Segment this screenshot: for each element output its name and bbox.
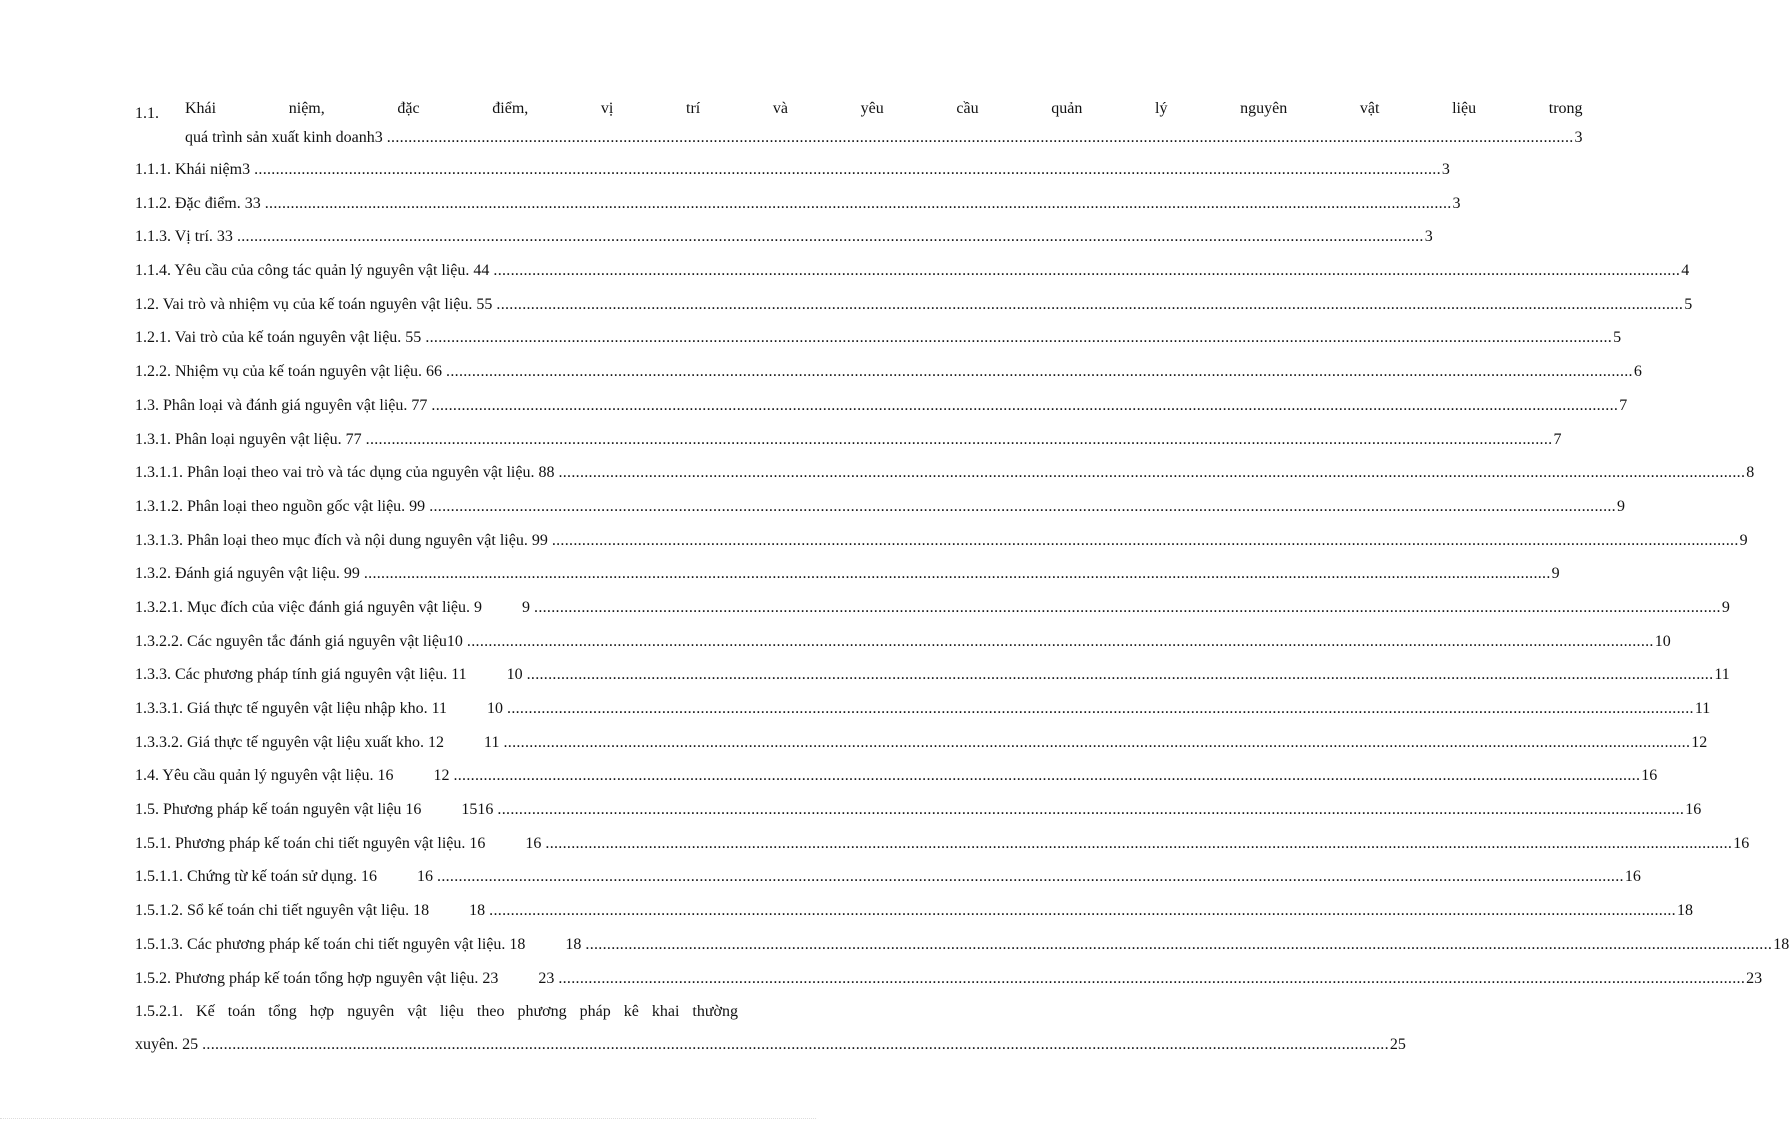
toc-page-number: 11 (1694, 700, 1711, 717)
toc-entry-text: 1.5.1. Phương pháp kế toán chi tiết nguyên vật liệu. 16 16 (135, 834, 542, 852)
toc-leader (507, 692, 1694, 726)
toc-entry-text: 1.5.1.1. Chứng từ kế toán sử dụng. 16 16 (135, 868, 434, 886)
toc-page-number: 10 (1654, 632, 1671, 650)
toc-page-number: 9 (1616, 497, 1625, 515)
toc-entry[interactable] (135, 860, 1641, 894)
toc-leader (387, 122, 1574, 153)
toc-leader (545, 827, 1732, 861)
toc-leader (467, 625, 1654, 659)
toc-entry[interactable] (135, 355, 1642, 389)
toc-entry-text: 1.5.2.1. Kế toán tổng hợp nguyên vật liệu theo phương pháp kê khai thường (135, 1003, 738, 1021)
toc-entry-text: 1.5.1.2. Sổ kế toán chi tiết nguyên vật liệu. 18 18 (135, 902, 486, 920)
toc-leader (429, 490, 1616, 524)
toc-leader (453, 759, 1640, 793)
toc-leader (254, 153, 1441, 187)
toc-entry-text: 1.5.1.3. Các phương pháp kế toán chi tiết nguyên vật liệu. 18 18 (135, 935, 582, 953)
toc-leader (503, 726, 1690, 760)
toc-entry-text: 1.3.3.1. Giá thực tế nguyên vật liệu nhập kho. 11 10 (135, 700, 504, 717)
toc-page-number: 16 (1641, 767, 1658, 785)
toc-entry-text: 1.3.3. Các phương pháp tính giá nguyên vật liệu. 11 10 (135, 666, 523, 684)
toc-page-number: 3 (1441, 161, 1450, 178)
toc-page-number: 6 (1633, 363, 1642, 381)
toc-page-number: 9 (1721, 598, 1730, 616)
toc-entry-text: 1.1.2. Đặc điểm. 33 (135, 194, 261, 212)
toc-entry[interactable] (135, 658, 1730, 692)
toc-entry[interactable] (135, 793, 1702, 827)
toc-entry-text: 1.3.2. Đánh giá nguyên vật liệu. 99 (135, 565, 360, 583)
toc-entry-text: Khái niệm, đặc điểm, vị trí và yêu cầu quản lý nguyên vật liệu trong (185, 100, 1583, 117)
toc-entry-text: 1.3.3.2. Giá thực tế nguyên vật liệu xuất kho. 12 11 (135, 733, 500, 751)
toc-entry-text: 1.5.2. Phương pháp kế toán tổng hợp nguyên vật liệu. 23 23 (135, 969, 555, 987)
toc-leader (558, 962, 1745, 996)
toc-entry-text: 1.3.2.2. Các nguyên tắc đánh giá nguyên vật liệu10 (135, 632, 463, 650)
toc-page-number: 16 (1624, 868, 1641, 886)
toc-entry-text: 1.3.1. Phân loại nguyên vật liệu. 77 (135, 430, 362, 448)
toc-entry[interactable] (135, 321, 1622, 355)
table-of-contents (135, 95, 1789, 1061)
page-bottom-rule (0, 1118, 816, 1119)
toc-page-number: 25 (1389, 1036, 1406, 1054)
toc-leader (585, 928, 1772, 962)
toc-entry[interactable] (135, 827, 1750, 861)
toc-page-number: 7 (1553, 430, 1562, 448)
toc-entry-number: 1.1. (135, 105, 159, 122)
toc-entry[interactable] (135, 962, 1763, 996)
toc-page-number: 9 (1739, 531, 1748, 549)
toc-page-number: 8 (1746, 464, 1755, 482)
toc-leader (364, 557, 1551, 591)
toc-page-number: 18 (1773, 935, 1789, 953)
toc-entry[interactable] (135, 524, 1748, 558)
toc-leader (425, 321, 1612, 355)
toc-entry-1-5-2-1[interactable] (135, 995, 1406, 1061)
toc-entry[interactable] (135, 389, 1628, 423)
toc-entry-text-cont: quá trình sản xuất kinh doanh3 (185, 129, 383, 146)
toc-page-number: 4 (1681, 262, 1690, 280)
toc-entry[interactable] (135, 928, 1789, 962)
toc-page-number: 5 (1613, 329, 1622, 347)
toc-entry-text: 1.5. Phương pháp kế toán nguyên vật liệu 16 1516 (135, 801, 494, 819)
toc-leader (493, 254, 1680, 288)
toc-leader (534, 591, 1721, 625)
toc-page-number: 18 (1676, 902, 1693, 920)
toc-entry-text: 1.1.1. Khái niệm3 (135, 161, 251, 178)
toc-page-number: 5 (1684, 295, 1693, 313)
toc-entry[interactable] (135, 726, 1708, 760)
toc-page-number: 7 (1619, 396, 1628, 414)
toc-entry-text: 1.3.1.3. Phân loại theo mục đích và nội dung nguyên vật liệu. 99 (135, 531, 548, 549)
toc-entry-text: 1.3.1.1. Phân loại theo vai trò và tác dụng của nguyên vật liệu. 88 (135, 464, 555, 482)
toc-entry[interactable] (135, 220, 1433, 254)
toc-entry-text: 1.3.2.1. Mục đích của việc đánh giá nguyên vật liệu. 9 9 (135, 598, 531, 616)
toc-entry[interactable] (135, 254, 1690, 288)
toc-entry-text: 1.2. Vai trò và nhiệm vụ của kế toán nguyên vật liệu. 55 (135, 295, 493, 313)
toc-entry[interactable] (135, 423, 1562, 457)
toc-entry[interactable] (135, 456, 1755, 490)
toc-entry[interactable] (135, 894, 1693, 928)
toc-leader (431, 389, 1618, 423)
toc-page-number: 9 (1551, 565, 1560, 583)
toc-entry-text: 1.1.3. Vị trí. 33 (135, 228, 233, 246)
toc-leader (496, 288, 1683, 322)
toc-leader (265, 187, 1452, 221)
toc-leader (202, 1028, 1389, 1061)
toc-leader (552, 524, 1739, 558)
toc-entry-text: 1.2.1. Vai trò của kế toán nguyên vật liệu. 55 (135, 329, 422, 347)
toc-leader (446, 355, 1633, 389)
toc-page-number: 16 (1685, 801, 1702, 819)
toc-entry[interactable] (135, 692, 1711, 726)
toc-page-number: 3 (1452, 194, 1461, 212)
toc-entry[interactable] (135, 591, 1730, 625)
toc-leader (437, 860, 1624, 894)
toc-leader (366, 423, 1553, 457)
toc-leader (527, 658, 1714, 692)
toc-entry[interactable] (135, 288, 1693, 322)
toc-page-number: 3 (1424, 228, 1433, 246)
toc-entry[interactable] (135, 557, 1560, 591)
toc-entry[interactable] (135, 759, 1658, 793)
toc-page-number: 12 (1691, 733, 1708, 751)
toc-entry-text: 1.3.1.2. Phân loại theo nguồn gốc vật liệu. 99 (135, 497, 426, 515)
toc-page-number: 11 (1714, 666, 1730, 684)
toc-page-number: 23 (1746, 969, 1763, 987)
toc-leader (489, 894, 1676, 928)
toc-entry-text-cont: xuyên. 25 (135, 1036, 199, 1054)
toc-entry[interactable] (135, 187, 1461, 221)
toc-entry-text: 1.1.4. Yêu cầu của công tác quản lý nguyên vật liệu. 44 (135, 262, 490, 280)
toc-page-number: 16 (1733, 834, 1750, 852)
toc-page-number: 3 (1574, 129, 1583, 146)
toc-leader (237, 220, 1424, 254)
toc-leader (558, 456, 1745, 490)
toc-entry-text: 1.3. Phân loại và đánh giá nguyên vật liệu. 77 (135, 396, 428, 414)
toc-entry[interactable] (135, 490, 1625, 524)
toc-entry-text: 1.4. Yêu cầu quản lý nguyên vật liệu. 16 12 (135, 767, 450, 785)
toc-entry[interactable] (135, 625, 1671, 659)
toc-entry-1-1[interactable] (135, 95, 1583, 153)
toc-leader (497, 793, 1684, 827)
toc-entry-text: 1.2.2. Nhiệm vụ của kế toán nguyên vật liệu. 66 (135, 363, 443, 381)
toc-entry[interactable] (135, 153, 1450, 187)
